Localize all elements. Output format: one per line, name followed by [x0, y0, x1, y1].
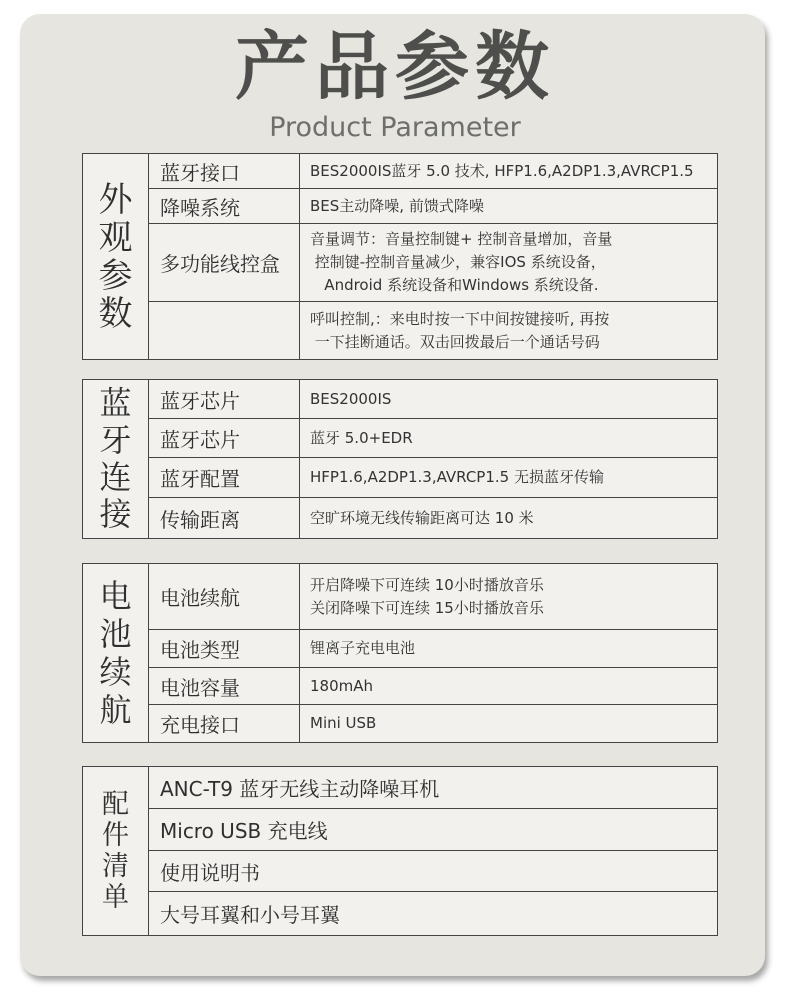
- table-row: [148, 498, 717, 538]
- row-key: 电池类型: [148, 630, 300, 667]
- section-label: 配 件 清 单: [83, 767, 149, 935]
- table-row: [148, 705, 717, 742]
- row-value: BES2000IS蓝牙 5.0 技术, HFP1.6,A2DP1.3,AVRCP1.5: [310, 161, 694, 180]
- row-value: 空旷环境无线传输距离可达 10 米: [310, 508, 534, 527]
- table-row: [148, 668, 717, 705]
- list-item: [148, 809, 717, 851]
- row-value: BES2000IS: [310, 389, 392, 408]
- row-key: 蓝牙芯片: [148, 419, 300, 457]
- section-label: 电 池 续 航: [83, 564, 149, 742]
- row-key: 蓝牙芯片: [148, 380, 300, 418]
- section-appearance: [82, 153, 718, 360]
- row-value: 音量调节：音量控制键+ 控制音量增加，音量 控制键-控制音量减少，兼容IOS 系统设备， Android 系统设备和Windows 系统设备.: [310, 230, 613, 294]
- row-key: 多功能线控盒: [148, 224, 300, 301]
- page-subtitle: Product Parameter: [269, 112, 521, 143]
- table-row: [148, 630, 717, 668]
- page-title: 产品参数: [235, 24, 555, 110]
- table-row: [148, 224, 717, 302]
- row-value: 锂离子充电电池: [310, 639, 416, 657]
- section-battery: [82, 563, 718, 743]
- row-value: 开启降噪下可连续 10小时播放音乐 关闭降噪下可连续 15小时播放音乐: [310, 575, 544, 617]
- row-value: Mini USB: [310, 714, 377, 732]
- row-value: 180mAh: [310, 676, 374, 695]
- table-row: [148, 458, 717, 498]
- row-value: HFP1.6,A2DP1.3,AVRCP1.5 无损蓝牙传输: [310, 468, 604, 486]
- table-row: [148, 564, 717, 630]
- list-item: [148, 851, 717, 892]
- section-label: 外 观 参 数: [83, 154, 149, 359]
- accessory-item: 大号耳翼和小号耳翼: [160, 903, 340, 927]
- table-row: [148, 419, 717, 458]
- table-row: [148, 154, 717, 189]
- row-key: 降噪系统: [148, 189, 300, 223]
- row-value: BES主动降噪, 前馈式降噪: [310, 196, 484, 215]
- section-label: 蓝 牙 连 接: [83, 380, 149, 538]
- row-key: 充电接口: [148, 705, 300, 742]
- row-value: 呼叫控制,：来电时按一下中间按键接听, 再按 一下挂断通话。双击回拨最后一个通话号码: [310, 309, 610, 351]
- accessory-item: 使用说明书: [160, 860, 260, 885]
- section-bluetooth: [82, 379, 718, 539]
- row-value: 蓝牙 5.0+EDR: [310, 428, 413, 447]
- accessory-item: ANC-T9 蓝牙无线主动降噪耳机: [160, 777, 440, 801]
- list-item: [148, 767, 717, 809]
- row-key: [148, 302, 300, 359]
- row-key: 蓝牙接口: [148, 154, 300, 188]
- row-key: 电池容量: [148, 668, 300, 704]
- accessory-item: Micro USB 充电线: [160, 819, 328, 843]
- row-key: 电池续航: [148, 564, 300, 629]
- table-row: [148, 302, 717, 359]
- row-key: 蓝牙配置: [148, 458, 300, 497]
- table-row: [148, 380, 717, 419]
- table-row: [148, 189, 717, 224]
- section-accessories: [82, 766, 718, 936]
- list-item: [148, 892, 717, 935]
- row-key: 传输距离: [148, 498, 300, 538]
